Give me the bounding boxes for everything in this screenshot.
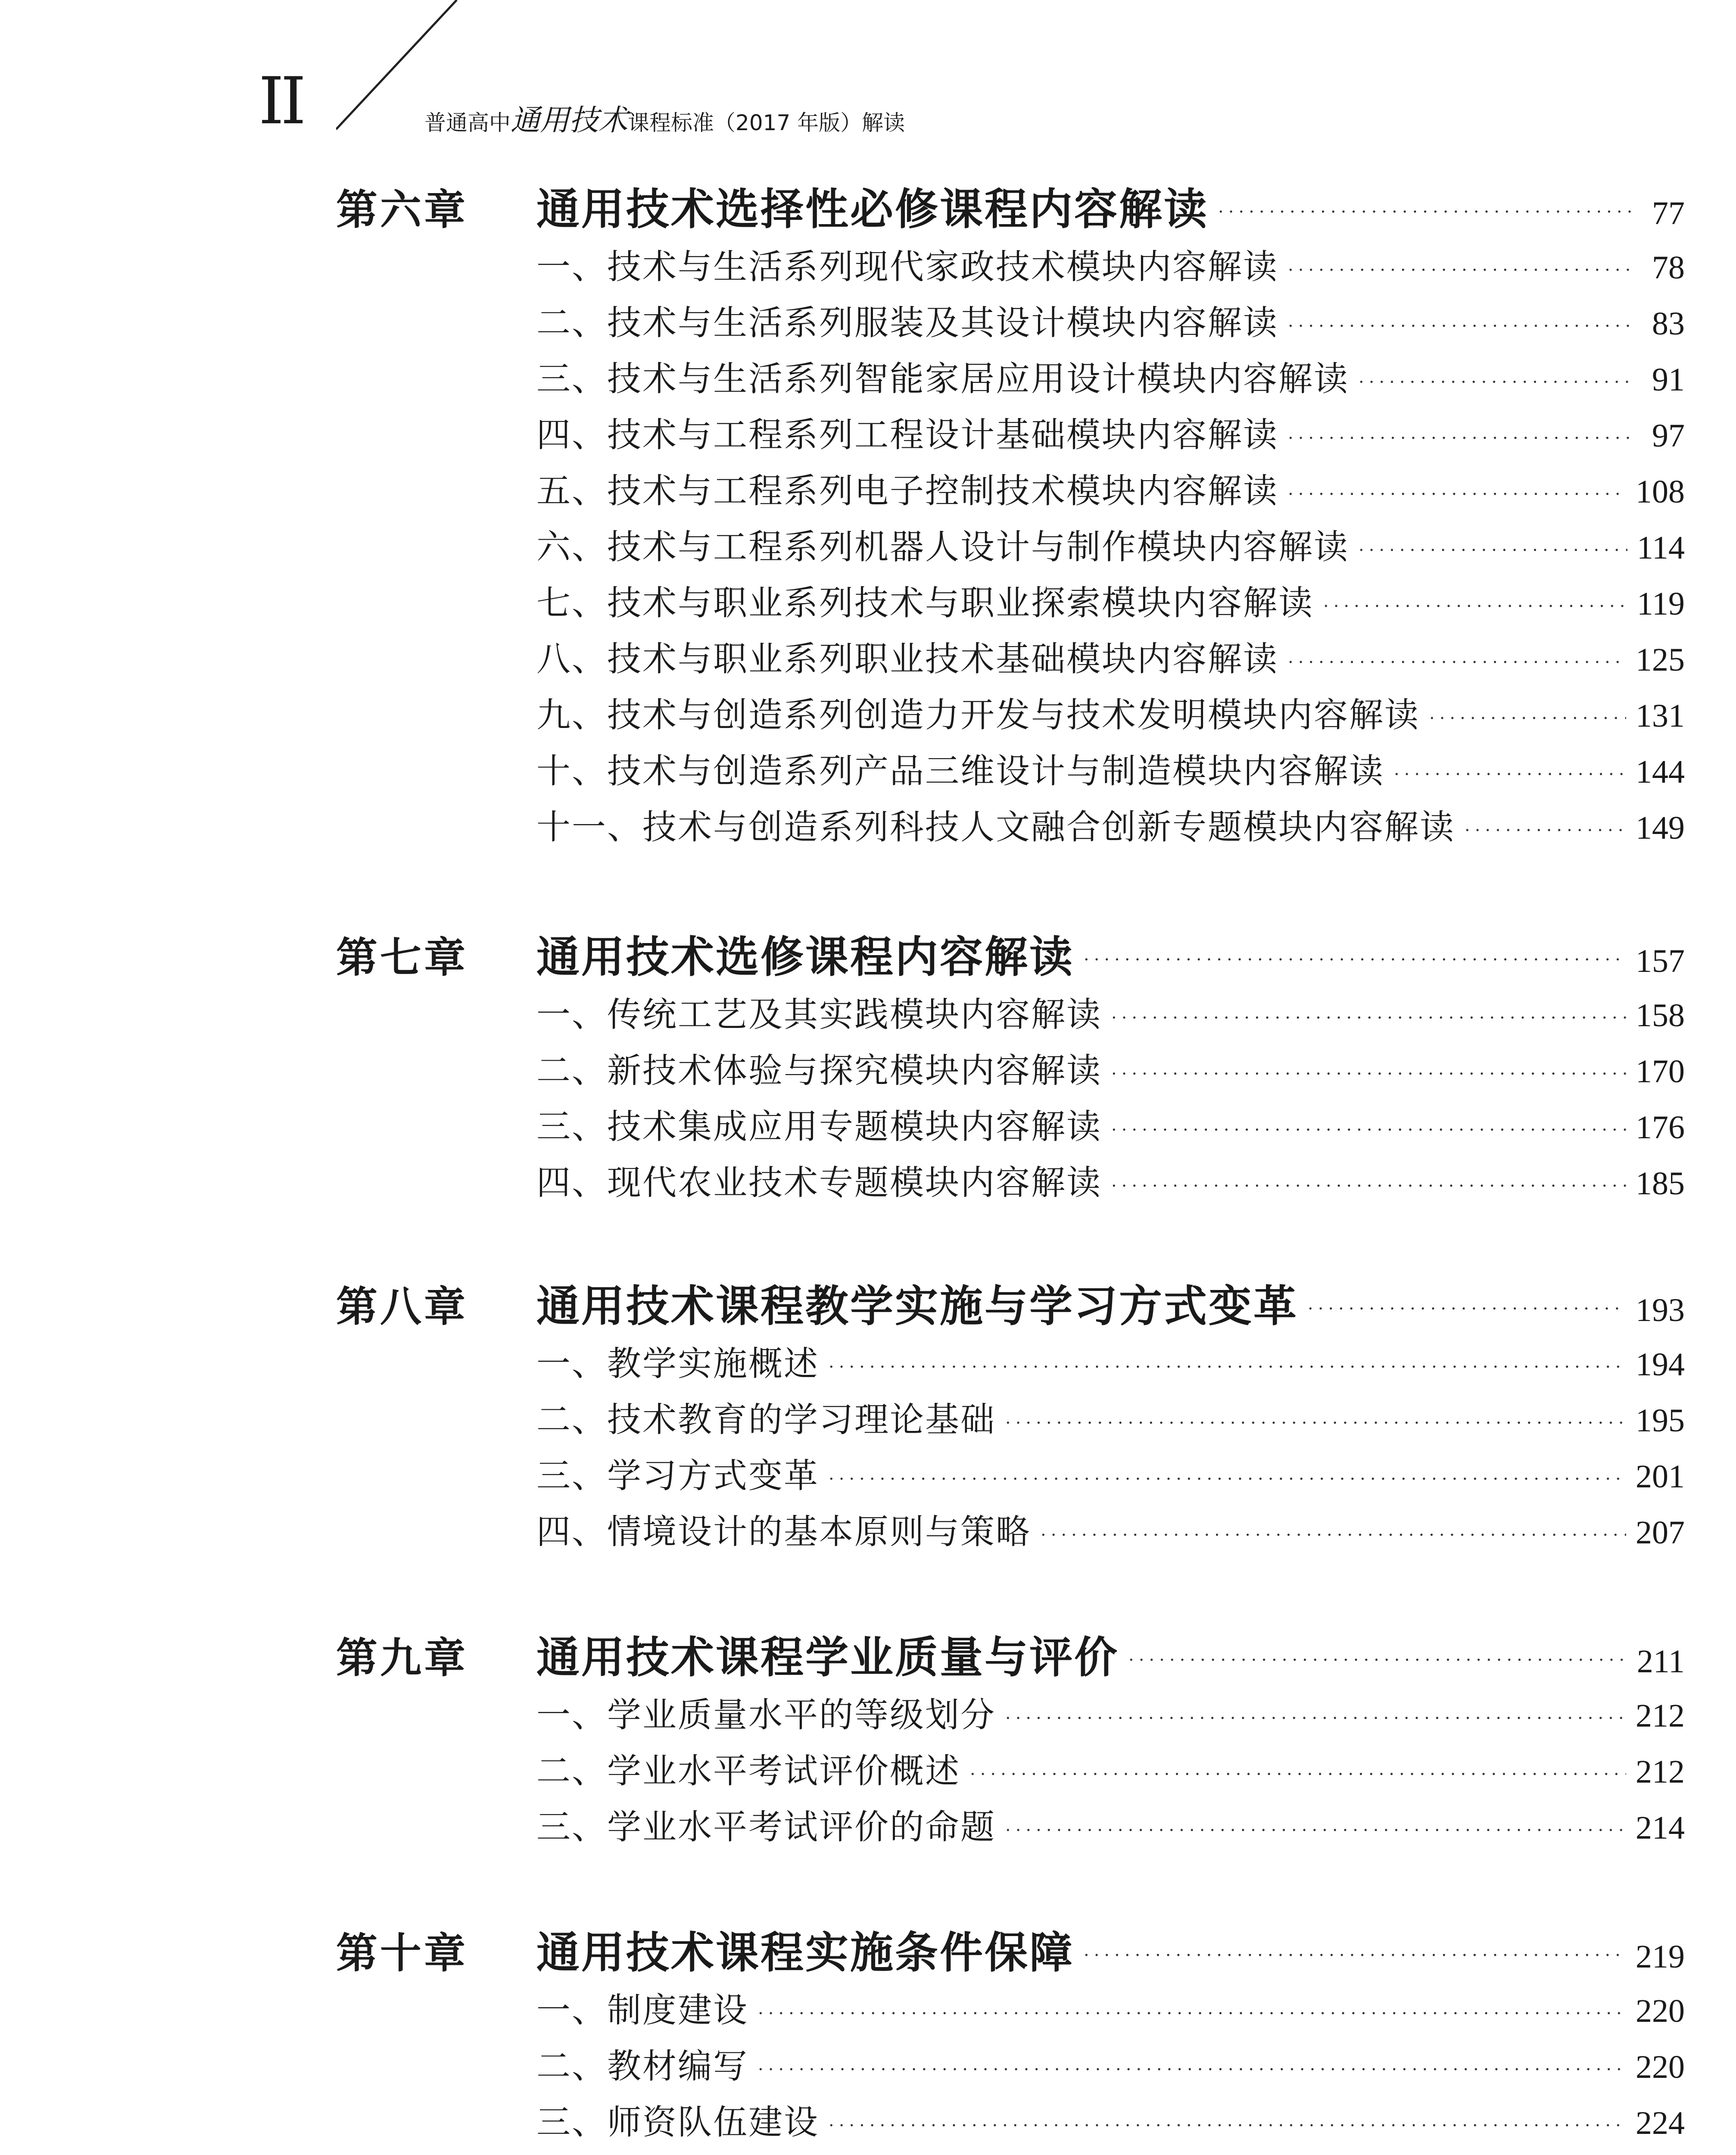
toc-section[interactable] (536, 1155, 1685, 1204)
page-number: 114 (1636, 530, 1685, 566)
dot-leader (758, 1999, 1626, 2016)
dot-leader (1084, 945, 1626, 962)
section-title: 五、技术与工程系列电子控制技术模块内容解读 (536, 471, 1278, 511)
toc-section[interactable] (536, 2039, 1685, 2088)
dot-leader (1041, 1520, 1626, 1537)
dot-leader (1111, 1059, 1626, 1076)
section-title: 二、教材编写 (536, 2046, 748, 2086)
page-number: 220 (1636, 2049, 1685, 2085)
toc-section[interactable] (536, 1392, 1685, 1441)
dot-leader (1288, 255, 1632, 272)
toc-chapter-10[interactable] (336, 1918, 1685, 1980)
dot-leader (829, 1464, 1626, 1481)
title-suffix: 课程标准（2017 年版）解读 (628, 110, 905, 135)
section-title (536, 2151, 960, 2155)
toc-section[interactable] (536, 351, 1685, 400)
page-number: 125 (1636, 642, 1685, 678)
dot-leader (1288, 647, 1626, 665)
section-title: 三、学习方式变革 (536, 1456, 819, 1496)
toc-section[interactable] (536, 800, 1685, 849)
section-title: 三、学业水平考试评价的命题 (536, 1807, 996, 1847)
toc-section[interactable] (536, 1983, 1685, 2032)
page-number: 193 (1636, 1292, 1685, 1328)
page-number: 207 (1636, 1515, 1685, 1551)
page-number: 211 (1636, 1643, 1685, 1680)
chapter-number: 第八章 (336, 1282, 468, 1331)
toc-chapter-7[interactable] (336, 922, 1685, 984)
page-number: 212 (1636, 1698, 1685, 1734)
dot-leader (1359, 367, 1632, 384)
dot-leader (1288, 311, 1632, 328)
chapter-title: 通用技术课程学业质量与评价 (536, 1632, 1119, 1683)
section-title: 一、制度建设 (536, 1990, 748, 2030)
section-title: 九、技术与创造系列创造力开发与技术发明模块内容解读 (536, 695, 1420, 735)
toc-section[interactable] (536, 631, 1685, 681)
page-number: 97 (1652, 418, 1685, 454)
toc-section[interactable] (536, 1043, 1685, 1092)
dot-leader (1128, 1645, 1627, 1662)
chapter-number: 第六章 (336, 185, 468, 234)
section-title: 一、学业质量水平的等级划分 (536, 1695, 996, 1735)
toc-chapter-8[interactable] (336, 1271, 1685, 1334)
chapter-title: 通用技术选修课程内容解读 (536, 931, 1074, 982)
dot-leader (1005, 1703, 1626, 1721)
page-number: 131 (1636, 698, 1685, 734)
section-title: 十、技术与创造系列产品三维设计与制造模块内容解读 (536, 751, 1384, 791)
page-number: 144 (1636, 754, 1685, 790)
dot-leader (1394, 759, 1626, 777)
dot-leader (1288, 423, 1632, 440)
dot-leader (1111, 1003, 1626, 1020)
running-header-title (424, 103, 905, 138)
toc-section[interactable] (536, 1687, 1685, 1736)
dot-leader (1084, 1940, 1626, 1958)
page-number: 220 (1636, 1993, 1685, 2029)
section-title: 一、教学实施概述 (536, 1344, 819, 1384)
toc-section[interactable] (536, 1504, 1685, 1553)
toc-section[interactable] (536, 1336, 1685, 1385)
dot-leader (1005, 1408, 1626, 1425)
toc-section[interactable] (536, 407, 1685, 456)
dot-leader (1359, 535, 1627, 553)
toc-section[interactable] (536, 2095, 1685, 2144)
toc-section[interactable] (536, 687, 1685, 737)
section-title: 十一、技术与创造系列科技人文融合创新专题模块内容解读 (536, 807, 1455, 847)
section-title: 二、学业水平考试评价概述 (536, 1751, 960, 1791)
dot-leader (1288, 479, 1626, 497)
page-number: 158 (1636, 997, 1685, 1034)
toc-section[interactable] (536, 519, 1685, 568)
page-number: 201 (1636, 1459, 1685, 1495)
dot-leader (758, 2055, 1626, 2072)
toc-section[interactable] (536, 1448, 1685, 1497)
section-title: 二、技术与生活系列服装及其设计模块内容解读 (536, 303, 1278, 343)
page-number: 212 (1636, 1754, 1685, 1790)
page-number: 214 (1636, 1810, 1685, 1846)
section-title: 一、技术与生活系列现代家政技术模块内容解读 (536, 247, 1278, 287)
toc-chapter-9[interactable] (336, 1623, 1685, 1685)
page-number: 119 (1636, 586, 1685, 622)
toc-section[interactable] (536, 239, 1685, 288)
page-number: 108 (1636, 474, 1685, 510)
dot-leader (1429, 703, 1626, 721)
page-number: 224 (1636, 2105, 1685, 2141)
page-numeral: II (259, 64, 303, 139)
toc-section[interactable] (536, 295, 1685, 344)
section-title: 七、技术与职业系列技术与职业探索模块内容解读 (536, 583, 1314, 623)
toc-section[interactable] (536, 1743, 1685, 1793)
dot-leader (1111, 1171, 1626, 1188)
section-title: 四、情境设计的基本原则与策略 (536, 1512, 1031, 1552)
toc-section[interactable] (536, 463, 1685, 512)
chapter-title: 通用技术课程实施条件保障 (536, 1927, 1074, 1978)
section-title: 三、技术集成应用专题模块内容解读 (536, 1107, 1102, 1146)
dot-leader (1308, 1294, 1626, 1311)
title-emphasis: 通用技术 (511, 103, 628, 137)
section-title: 二、新技术体验与探究模块内容解读 (536, 1051, 1102, 1090)
toc-section[interactable] (536, 575, 1685, 625)
page-number: 219 (1636, 1939, 1685, 1975)
dot-leader (829, 1352, 1626, 1369)
page-number: 194 (1636, 1346, 1685, 1383)
chapter-title: 通用技术课程教学实施与学习方式变革 (536, 1281, 1298, 1331)
toc-section[interactable] (536, 987, 1685, 1036)
dot-leader (1465, 815, 1626, 833)
page-number: 77 (1652, 195, 1685, 231)
page-number: 149 (1636, 810, 1685, 846)
toc-section[interactable] (536, 1799, 1685, 1849)
page-number: 91 (1652, 362, 1685, 398)
toc-section[interactable] (536, 743, 1685, 793)
chapter-number: 第九章 (336, 1633, 468, 1682)
page-number: 185 (1636, 1165, 1685, 1202)
section-title: 八、技术与职业系列职业技术基础模块内容解读 (536, 639, 1278, 679)
page-number: 195 (1636, 1402, 1685, 1439)
dot-leader (1218, 197, 1632, 214)
section-title: 六、技术与工程系列机器人设计与制作模块内容解读 (536, 527, 1349, 567)
section-title: 三、技术与生活系列智能家居应用设计模块内容解读 (536, 359, 1349, 399)
dot-leader (970, 1759, 1626, 1777)
title-prefix: 普通高中 (424, 110, 511, 135)
chapter-number: 第十章 (336, 1929, 468, 1977)
toc-section[interactable] (536, 2151, 1685, 2155)
section-title: 三、师资队伍建设 (536, 2102, 819, 2142)
toc-chapter-6[interactable] (336, 175, 1685, 237)
page-number: 170 (1636, 1053, 1685, 1090)
chapter-title: 通用技术选择性必修课程内容解读 (536, 184, 1209, 234)
chapter-number: 第七章 (336, 933, 468, 982)
page-number: 78 (1652, 250, 1685, 286)
section-title: 一、传统工艺及其实践模块内容解读 (536, 995, 1102, 1034)
section-title: 二、技术教育的学习理论基础 (536, 1400, 996, 1440)
section-title: 四、技术与工程系列工程设计基础模块内容解读 (536, 415, 1278, 455)
page-number: 157 (1636, 943, 1685, 979)
page-number: 83 (1652, 306, 1685, 342)
dot-leader (1005, 1815, 1626, 1833)
dot-leader (1111, 1115, 1626, 1132)
page-number: 176 (1636, 1109, 1685, 1146)
dot-leader (829, 2111, 1626, 2128)
section-title: 四、现代农业技术专题模块内容解读 (536, 1163, 1102, 1202)
dot-leader (1323, 591, 1627, 609)
toc-section[interactable] (536, 1099, 1685, 1148)
